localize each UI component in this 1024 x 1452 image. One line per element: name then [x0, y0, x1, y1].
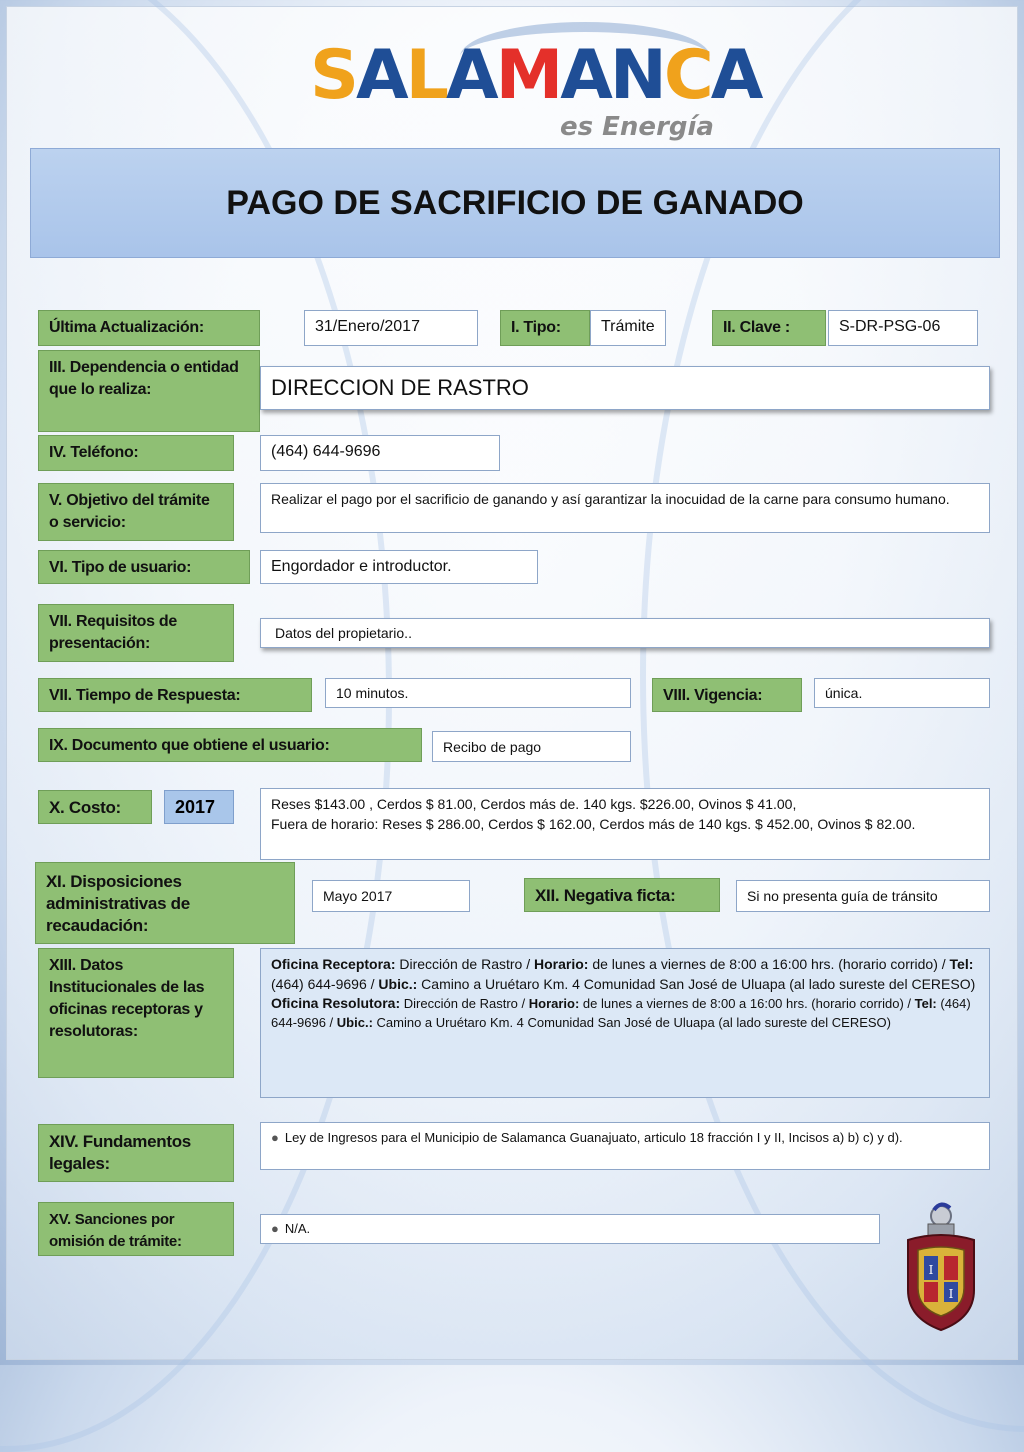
resolutora-label: Oficina Resolutora:: [271, 995, 401, 1011]
requirements-label: VII. Requisitos de presentación:: [38, 604, 234, 662]
negativa-label: XII. Negativa ficta:: [524, 878, 720, 912]
objective-label: V. Objetivo del trámite o servicio:: [38, 483, 234, 541]
dependency-label: III. Dependencia o entidad que lo realiza:: [38, 350, 260, 432]
requirements-value: Datos del propietario..: [260, 618, 990, 648]
document-label: IX. Documento que obtiene el usuario:: [38, 728, 422, 762]
legal-label: XIV. Fundamentos legales:: [38, 1124, 234, 1182]
validity-value: única.: [814, 678, 990, 708]
user-type-value: Engordador e introductor.: [260, 550, 538, 584]
cost-label: X. Costo:: [38, 790, 152, 824]
validity-label: VIII. Vigencia:: [652, 678, 802, 712]
cost-line-2: Fuera de horario: Reses $ 286.00, Cerdos $ 162.00, Cerdos más de 140 kgs. $ 452.00, Ovinos $ 82.00.: [271, 816, 916, 832]
user-type-label: VI. Tipo de usuario:: [38, 550, 250, 584]
type-value: Trámite: [590, 310, 666, 346]
cost-year: 2017: [164, 790, 234, 824]
dependency-value: DIRECCION DE RASTRO: [260, 366, 990, 410]
resolutora-name: Dirección de Rastro /: [400, 996, 529, 1011]
receptora-name: Dirección de Rastro /: [395, 956, 534, 972]
logo-wordmark: SALAMANCA: [310, 36, 761, 115]
type-label: I. Tipo:: [500, 310, 590, 346]
legal-text: Ley de Ingresos para el Municipio de Salamanca Guanajuato, articulo 18 fracción I y II, Incisos a) b) c) y d).: [284, 1130, 903, 1145]
resolutora-block: [271, 994, 979, 1032]
response-time-value: 10 minutos.: [325, 678, 631, 708]
svg-text:I: I: [928, 1263, 934, 1277]
offices-label: XIII. Datos Institucionales de las oficinas receptoras y resolutoras:: [38, 948, 234, 1078]
key-label: II. Clave :: [712, 310, 826, 346]
svg-text:I: I: [948, 1287, 954, 1301]
receptora-ubic: Camino a Uruétaro Km. 4 Comunidad San José de Uluapa (al lado sureste del CERESO): [417, 976, 976, 992]
key-value: S-DR-PSG-06: [828, 310, 978, 346]
cost-value: [260, 788, 990, 860]
dispositions-label: XI. Disposiciones administrativas de recaudación:: [35, 862, 295, 944]
resolutora-tel-label: Tel:: [914, 996, 937, 1011]
negativa-value: Si no presenta guía de tránsito: [736, 880, 990, 912]
legal-value: [260, 1122, 990, 1170]
resolutora-tel: (464) 644-9696 /: [271, 996, 971, 1030]
logo-tagline: es Energía: [560, 112, 714, 142]
sanctions-value: [260, 1214, 880, 1244]
dispositions-value: Mayo 2017: [312, 880, 470, 912]
receptora-block: [271, 954, 979, 994]
receptora-tel: (464) 644-9696 /: [271, 976, 379, 992]
receptora-ubic-label: Ubic.:: [378, 976, 418, 992]
resolutora-ubic: Camino a Uruétaro Km. 4 Comunidad San José de Uluapa (al lado sureste del CERESO): [372, 1015, 891, 1030]
resolutora-horario: de lunes a viernes de 8:00 a 16:00 hrs. (horario corrido) /: [579, 996, 915, 1011]
receptora-tel-label: Tel:: [949, 956, 974, 972]
receptora-horario-label: Horario:: [533, 956, 589, 972]
resolutora-ubic-label: Ubic.:: [336, 1015, 373, 1030]
salamanca-logo: [310, 20, 761, 142]
document-value: Recibo de pago: [432, 731, 631, 762]
resolutora-horario-label: Horario:: [528, 996, 580, 1011]
sanctions-label: XV. Sanciones por omisión de trámite:: [38, 1202, 234, 1256]
title-bar: [30, 148, 1000, 258]
bullet-icon: ●: [271, 1130, 279, 1145]
page-title: PAGO DE SACRIFICIO DE GANADO: [226, 183, 804, 222]
bullet-icon: ●: [271, 1221, 279, 1236]
phone-value: (464) 644-9696: [260, 435, 500, 471]
updated-label: Última Actualización:: [38, 310, 260, 346]
response-time-label: VII. Tiempo de Respuesta:: [38, 678, 312, 712]
receptora-label: Oficina Receptora:: [271, 956, 396, 972]
phone-label: IV. Teléfono:: [38, 435, 234, 471]
sanctions-text: N/A.: [284, 1221, 311, 1236]
cost-line-1: Reses $143.00 , Cerdos $ 81.00, Cerdos más de. 140 kgs. $226.00, Ovinos $ 41.00,: [271, 796, 797, 812]
municipal-crest-icon: [898, 1200, 984, 1334]
receptora-horario: de lunes a viernes de 8:00 a 16:00 hrs. (horario corrido) /: [588, 956, 950, 972]
updated-value: 31/Enero/2017: [304, 310, 478, 346]
objective-value: Realizar el pago por el sacrificio de ganando y así garantizar la inocuidad de la carne para consumo humano.: [260, 483, 990, 533]
offices-value: [260, 948, 990, 1098]
